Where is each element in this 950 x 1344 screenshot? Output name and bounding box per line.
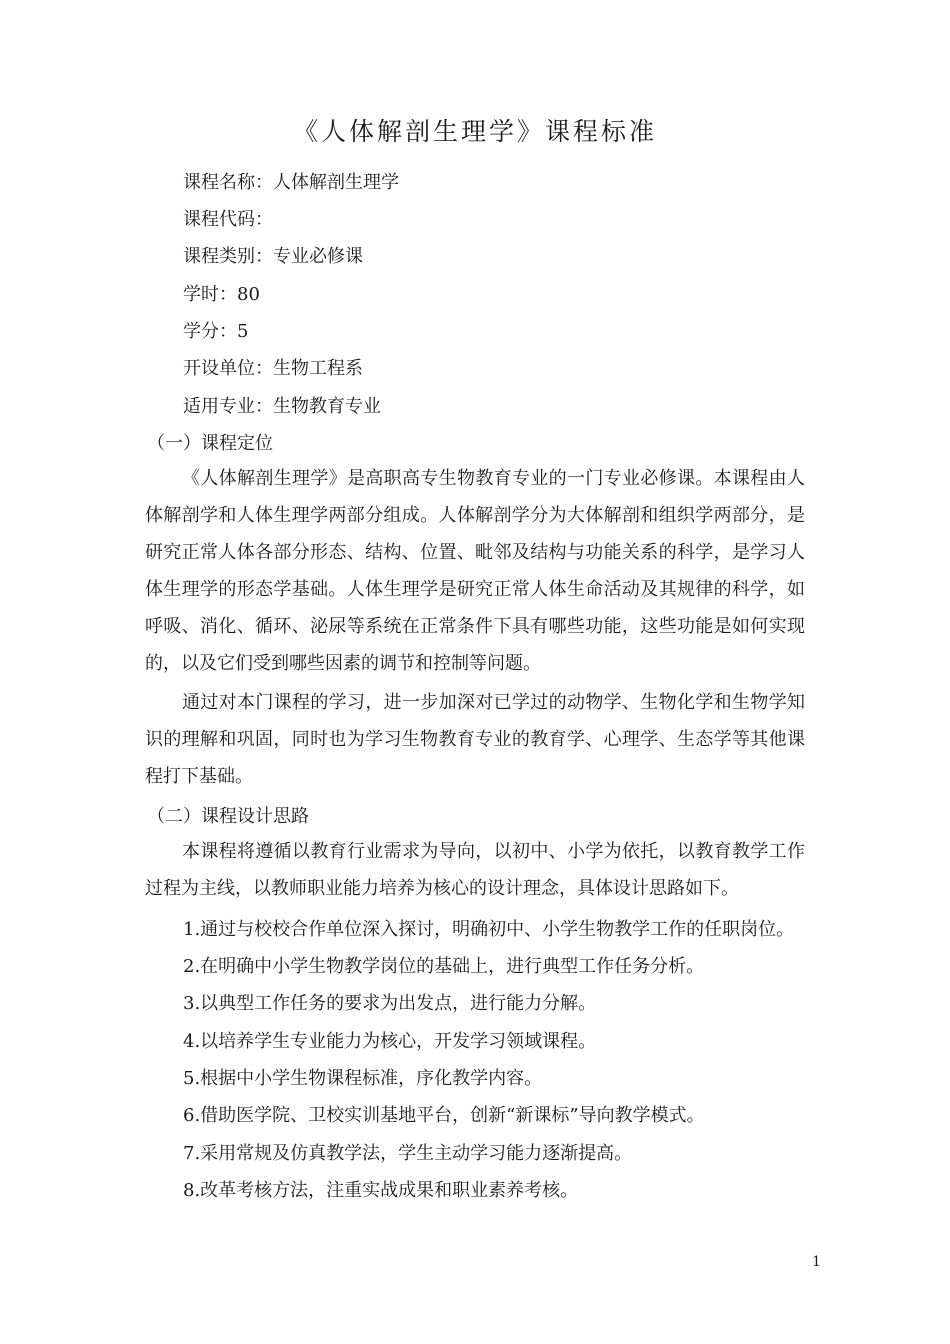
course-category: 课程类别：专业必修课: [183, 246, 363, 267]
list-item: 2.在明确中小学生物教学岗位的基础上，进行典型工作任务分析。: [183, 956, 705, 977]
course-name: 课程名称：人体解剖生理学: [183, 172, 399, 193]
paragraph-positioning: 《人体解剖生理学》是高职高专生物教育专业的一门专业必修课。本课程由人体解剖学和人体生理学两部分组成。人体解剖学分为大体解剖和组织学两部分，是研究正常人体各部分形态、结构、位置、毗邻及结构与功能关系的科学，是学习人体生理学的形态学基础。人体生理学是研究正常人体生命活动及其规律的科学，如呼吸、消化、循环、泌尿等系统在正常条件下具有哪些功能，这些功能是如何实现的，以及它们受到哪些因素的调节和控制等问题。: [145, 468, 805, 674]
offering-unit: 开设单位：生物工程系: [183, 358, 363, 379]
course-code: 课程代码：: [183, 209, 273, 230]
section-heading-design: （二）课程设计思路: [147, 806, 309, 827]
course-hours: 学时：80: [183, 284, 260, 305]
applicable-major: 适用专业：生物教育专业: [183, 396, 381, 417]
list-item: 3.以典型工作任务的要求为出发点，进行能力分解。: [183, 993, 597, 1014]
list-item: 1.通过与校校合作单位深入探讨，明确初中、小学生物教学工作的任职岗位。: [183, 919, 795, 940]
page-number: 1: [812, 1254, 821, 1270]
list-item: 7.采用常规及仿真教学法，学生主动学习能力逐渐提高。: [183, 1143, 633, 1164]
list-item: 4.以培养学生专业能力为核心，开发学习领域课程。: [183, 1031, 597, 1052]
list-item: 6.借助医学院、卫校实训基地平台，创新“新课标”导向教学模式。: [183, 1105, 705, 1126]
paragraph-design-intro: 本课程将遵循以教育行业需求为导向，以初中、小学为依托，以教育教学工作过程为主线，以教师职业能力培养为核心的设计理念，具体设计思路如下。: [145, 841, 805, 899]
course-credits: 学分：5: [183, 321, 249, 342]
section-heading-positioning: （一）课程定位: [147, 433, 273, 454]
list-item: 8.改革考核方法，注重实战成果和职业素养考核。: [183, 1180, 579, 1201]
document-title: 《人体解剖生理学》课程标准: [292, 117, 657, 146]
paragraph-study-purpose: 通过对本门课程的学习，进一步加深对已学过的动物学、生物化学和生物学知识的理解和巩固，同时也为学习生物教育专业的教育学、心理学、生态学等其他课程打下基础。: [145, 692, 805, 787]
list-item: 5.根据中小学生物课程标准，序化教学内容。: [183, 1068, 543, 1089]
